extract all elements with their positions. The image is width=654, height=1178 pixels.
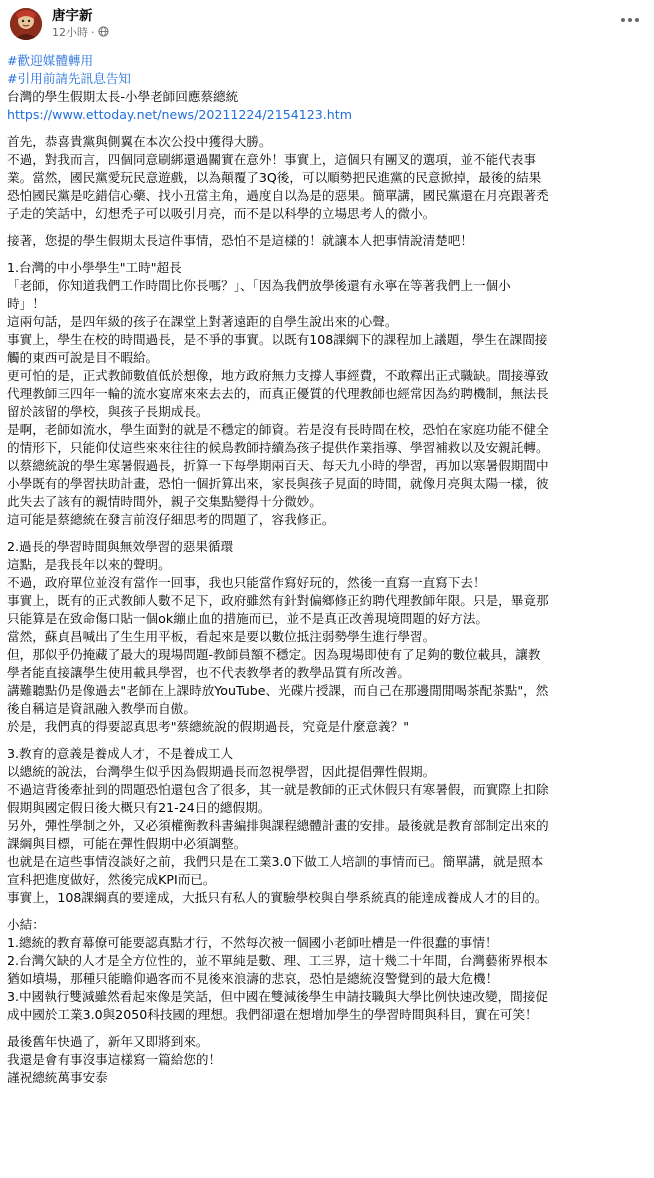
post-text-line: 學者能直接讓學生使用載具學習，也不代表教學者的教學品質有所改善。 [7, 665, 410, 680]
paragraph-gap [7, 736, 647, 745]
post-text-line: 成中國於工業3.0與2050科技國的理想。我們卻還在想增加學生的學習時間與科目，實在可笑！ [7, 1007, 538, 1022]
post-text-line: 代理教師三四年一輪的流水宴席來來去去的，而真正優質的代理教師也經常因為約聘機制，無法長 [7, 386, 549, 401]
post-text-line: 小結： [7, 917, 45, 932]
post-text-line: 小學既有的學習扶助計畫，恐怕一個折算出來，家長與孩子見面的時間，就像月亮與太陽一樣，彼 [7, 476, 549, 491]
post-text-line: 當然，蘇貞昌喊出了生生用平板，看起來是要以數位抵注弱勢學生進行學習。 [7, 629, 436, 644]
post-text-line: 於是，我們真的得要認真思考"蔡總統說的假期過長，究竟是什麼意義？" [7, 719, 409, 734]
post-text-line: 不過這背後牽扯到的問題恐怕還包含了很多，其一就是教師的正式休假只有寒暑假，而實際上扣除 [7, 782, 549, 797]
post-text-line: 「老師，你知道我們工作時間比你長嗎？」、「因為我們放學後還有永寧在等著我們上一個小 [7, 278, 511, 293]
post-text-line: 講難聽點仍是像過去"老師在上課時放YouTube、光碟片授課，而自己在那邊閒閒喝茶配茶點"，然 [7, 683, 549, 698]
post-text-line: 課綱與目標，可能在彈性假期中必須調整。 [7, 836, 247, 851]
post-text-line: 這兩句話，是四年級的孩子在課堂上對著遠距的自學生說出來的心聲。 [7, 314, 398, 329]
post-text-line: 3.中國執行雙減雖然看起來像是笑話，但中國在雙減後學生申請技職與大學比例快速改變，間接促 [7, 989, 548, 1004]
post-text-line: 猶如墳場，那種只能瞻仰過客而不見後來浪濤的悲哀，恐怕是總統沒警覺到的最大危機！ [7, 971, 499, 986]
post-text-line: 觸的東西可說是目不暇給。 [7, 350, 159, 365]
post-text-line: 更可怕的是，正式教師數值低於想像，地方政府無力支撐人事經費，不敢釋出正式職缺。間接導致 [7, 368, 549, 383]
post-text-line: 宣科把進度做好，然後完成KPI而已。 [7, 872, 216, 887]
post-meta [52, 26, 109, 39]
post-text-line: 不過，政府單位並沒有當作一回事，我也只能當作寫好玩的，然後一直寫一直寫下去！ [7, 575, 486, 590]
post-text-line: 另外，彈性學制之外，又必須權衡教科書編排與課程總體計畫的安排。最後就是教育部制定出來的 [7, 818, 549, 833]
post-text-line: 但，那似乎仍掩藏了最大的現場問題-教師員額不穩定。因為現場即使有了足夠的數位載具，讓教 [7, 647, 541, 662]
paragraph-gap [7, 1024, 647, 1033]
post-header [0, 0, 654, 46]
post-time[interactable]: 12小時 [52, 26, 88, 39]
post-text-line: 時」！ [7, 296, 45, 311]
post-text-line: 最後舊年快過了，新年又即將到來。 [7, 1034, 209, 1049]
post-text-line: 接著，您提的學生假期太長這件事情，恐怕不是這樣的！就讓本人把事情說清楚吧！ [7, 233, 473, 248]
post-text-line: 不過，對我而言，四個同意刷綁還過關實在意外！事實上，這個只有團叉的選項，並不能代表事 [7, 152, 536, 167]
post-text-line: 假期與國定假日後大概只有21-24日的總假期。 [7, 800, 271, 815]
hashtag-link[interactable]: #歡迎媒體轉用 [7, 53, 94, 68]
post-text-line: 事實上，既有的正式教師人數不足下，政府雖然有針對偏鄉修正約聘代理教師年限。只是，畢竟那 [7, 593, 549, 608]
paragraph-gap [7, 124, 647, 133]
globe-icon [98, 26, 109, 37]
post-text-line: 這可能是蔡總統在發言前沒仔細思考的問題了，容我修正。 [7, 512, 335, 527]
post-body [7, 52, 647, 1087]
article-url-link[interactable]: https://www.ettoday.net/news/20211224/2154123.htm [7, 107, 352, 122]
post-text-line: 恐怕國民黨是吃錯信心藥、找小丑當主角，過度自以為是的惡果。簡單講，國民黨還在月亮跟著禿 [7, 188, 549, 203]
post-text-line: 後自稱這是資訊融入教學而自傲。 [7, 701, 196, 716]
post-text-line: 只能算是在致命傷口貼一個ok繃止血的措施而已，並不是真正改善現境問題的好方法。 [7, 611, 488, 626]
post-text-line: 2.過長的學習時間與無效學習的惡果循環 [7, 539, 234, 554]
meta-separator: · [91, 26, 95, 39]
paragraph-gap [7, 250, 647, 259]
post-text-line: 以總統的說法，台灣學生似乎因為假期過長而忽視學習，因此提倡彈性假期。 [7, 764, 436, 779]
post-text-line: 子走的笑話中，幻想禿子可以吸引月亮，而不是以科學的立場思考人的微小。 [7, 206, 436, 221]
post-text-line: 留於該留的學校，與孩子長期成長。 [7, 404, 209, 419]
post-text-line: 這點，是我長年以來的聲明。 [7, 557, 171, 572]
paragraph-gap [7, 529, 647, 538]
paragraph-gap [7, 223, 647, 232]
post-text-line: 的情形下，只能仰仗這些來來往往的候鳥教師持續為孩子提供作業指導、學習補救以及安親託轉。 [7, 440, 549, 455]
author-name[interactable]: 唐宇新 [52, 8, 93, 24]
post-text-line: 謹祝總統萬事安泰 [7, 1070, 108, 1085]
post-text-line: 是啊，老師如流水，學生面對的就是不穩定的師資。若是沒有長時間在校，恐怕在家庭功能不健全 [7, 422, 549, 437]
paragraph-gap [7, 907, 647, 916]
post-text-line: 首先，恭喜貴黨與側翼在本次公投中獲得大勝。 [7, 134, 272, 149]
hashtag-link[interactable]: #引用前請先訊息告知 [7, 71, 131, 86]
post-text-line: 3.教育的意義是養成人才，不是養成工人 [7, 746, 234, 761]
post-text-line: 1.總統的教育幕僚可能要認真點才行，不然每次被一個國小老師吐槽是一件很蠢的事情！ [7, 935, 498, 950]
post-text-line: 2.台灣欠缺的人才是全方位性的，並不單純是數、理、工三界，這十幾二十年間，台灣藝術界根本 [7, 953, 548, 968]
post-text-line: 也就是在這些事情沒談好之前，我們只是在工業3.0下做工人培訓的事情而已。簡單講，就是照本 [7, 854, 544, 869]
post-text-line: 業。當然，國民黨愛玩民意遊戲，以為顛覆了3Q後，可以順勢把民進黨的民意掀掉，最後的結果 [7, 170, 542, 185]
avatar[interactable] [10, 8, 42, 40]
post-text-line: 事實上，學生在校的時間過長，是不爭的事實。以既有108課綱下的課程加上議題，學生在課間接 [7, 332, 548, 347]
post-text-line: 台灣的學生假期太長-小學老師回應蔡總統 [7, 89, 239, 104]
post-text-line: 我還是會有事沒事這樣寫一篇給您的！ [7, 1052, 222, 1067]
post-text-line: 以蔡總統說的學生寒暑假過長，折算一下每學期兩百天、每天九小時的學習，再加以寒暑假期間中 [7, 458, 549, 473]
post-text-line: 1.台灣的中小學學生"工時"超長 [7, 260, 182, 275]
post-text-line: 此失去了該有的親情時間外，親子交集點變得十分微妙。 [7, 494, 322, 509]
post-text-line: 事實上，108課綱真的要達成，大抵只有私人的實驗學校與自學系統真的能達成養成人才的目的。 [7, 890, 548, 905]
more-horizontal-icon[interactable] [618, 12, 642, 28]
